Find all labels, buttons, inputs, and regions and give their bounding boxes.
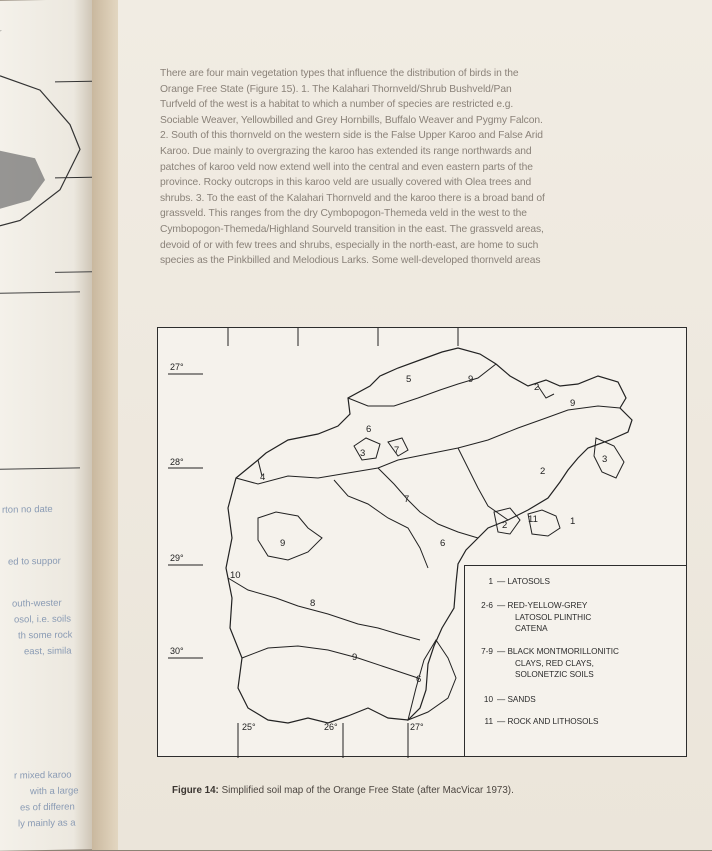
region-label: 6 (366, 424, 372, 435)
region-label: 9 (468, 374, 474, 385)
text-line: There are four main vegetation types that influence the distribution of birds in the (160, 68, 519, 79)
lon-label-25: 25° (242, 722, 256, 732)
text-line: province. Rocky outcrops in this karoo veld are usually covered with Olea trees and (160, 177, 532, 189)
lon-label-26: 26° (324, 722, 338, 732)
legend-text: ROCK AND LITHOSOLS (507, 717, 599, 726)
text-line: Sociable Weaver, Yellowbilled and Grey Hornbills, Buffalo Weaver and Pygmy Falcon. (160, 114, 543, 126)
map-legend (464, 565, 686, 756)
text-line: shrubs. 3. To the east of the Kalahari Thornveld and the karoo there is a broad band of (160, 192, 545, 204)
lat-label-27: 27° (170, 362, 184, 372)
legend-item-latosols: 1 — LATOSOLS (465, 576, 685, 588)
left-text-fragment: ed to suppor (8, 555, 61, 568)
region-label: 9 (352, 652, 358, 663)
region-label: 10 (230, 570, 241, 581)
region-label: 4 (260, 472, 266, 483)
text-line: grassveld. This ranges from the dry Cymbopogon-Themeda veld in the west to the (160, 208, 527, 220)
legend-text: CATENA (515, 624, 548, 633)
region-label: 3 (602, 454, 608, 465)
left-text-fragment: with a large (30, 785, 79, 798)
legend-text: LATOSOLS (507, 577, 550, 586)
text-line: Turfveld of the west is a habitat to which a number of species are restricted e.g. (160, 99, 514, 111)
legend-code: 10 (483, 695, 493, 704)
legend-code: 2-6 (481, 601, 493, 610)
text-line: species as the Pinkbilled and Melodious Larks. Some well-developed thornveld areas (160, 255, 541, 267)
legend-text: RED-YELLOW-GREY (507, 601, 588, 610)
region-label: 2 (540, 466, 546, 477)
legend-text: CLAYS, RED CLAYS, (515, 658, 594, 668)
left-text-fragment: ly mainly as a (18, 817, 76, 830)
region-label: 1 (570, 516, 576, 527)
region-label: 3 (360, 448, 366, 459)
left-text-fragment: r mixed karoo (14, 769, 72, 782)
legend-text: LATOSOL PLINTHIC (515, 612, 592, 622)
lat-label-28: 28° (170, 457, 184, 467)
region-label: 6 (440, 538, 446, 549)
left-text-fragment: th some rock (18, 629, 73, 642)
lat-label-30: 30° (170, 646, 184, 656)
legend-text: SOLONETZIC SOILS (515, 670, 594, 679)
legend-code: 11 (484, 717, 493, 726)
body-paragraph (160, 66, 690, 269)
text-line: Orange Free State (Figure 15). 1. The Kalahari Thornveld/Shrub Bushveld/Pan (160, 83, 512, 95)
text-line: 2. South of this thornveld on the western side is the False Upper Karoo and False Arid (160, 130, 543, 142)
text-line: Cymbopogon-Themeda/Highland Sourveld transition in the east. The grassveld areas, (160, 223, 544, 235)
left-text-fragment: es of differen (20, 801, 75, 814)
left-text-fragment: outh-wester (12, 597, 62, 610)
left-rule-1 (0, 291, 80, 294)
left-text-fragment: rton no date (2, 503, 53, 516)
legend-item-catena: 2-6 — RED-YELLOW-GREY LATOSOL PLINTHIC CATENA (465, 600, 685, 635)
lat-label-29: 29° (170, 553, 184, 563)
region-label: 9 (280, 538, 286, 549)
left-rule-3 (0, 467, 80, 470)
left-text-fragment: east, simila (24, 645, 72, 658)
region-label: 7 (394, 445, 400, 456)
figure-label: Figure 14: (172, 785, 219, 796)
figure-caption (172, 785, 514, 796)
left-page-map-fragment (0, 29, 92, 251)
text-line: devoid of or with few trees and shrubs, especially in the north-east, are home to such (160, 239, 539, 251)
region-label: 8 (310, 598, 316, 609)
left-rule-2 (55, 271, 92, 273)
left-page (0, 0, 92, 851)
legend-code: 7-9 (481, 647, 493, 656)
legend-text: BLACK MONTMORILLONITIC (507, 647, 619, 656)
region-label: 11 (528, 514, 538, 525)
figure-caption-text: Simplified soil map of the Orange Free State (after MacVicar 1973). (221, 785, 514, 796)
legend-item-clays: 7-9 — BLACK MONTMORILLONITIC CLAYS, RED CLAYS, SOLONETZIC SOILS (465, 646, 685, 681)
legend-item-rock: 11 — ROCK AND LITHOSOLS (465, 716, 685, 728)
legend-item-sands: 10 — SANDS (465, 694, 685, 706)
region-label: 2 (534, 382, 540, 393)
left-text-fragment: osol, i.e. soils (14, 613, 72, 626)
region-label: 6 (416, 674, 422, 685)
lon-label-27: 27° (410, 722, 424, 732)
text-line: patches of karoo veld now extend well into the central and even eastern parts of the (160, 161, 533, 173)
legend-code: 1 (488, 577, 493, 586)
region-label: 9 (570, 398, 576, 409)
region-label: 7 (404, 494, 410, 505)
legend-text: SANDS (507, 695, 536, 704)
region-label: 2 (502, 520, 508, 531)
region-label: 5 (406, 374, 412, 385)
text-line: Karoo. Due mainly to overgrazing the karoo has extended its range northwards and (160, 145, 532, 157)
